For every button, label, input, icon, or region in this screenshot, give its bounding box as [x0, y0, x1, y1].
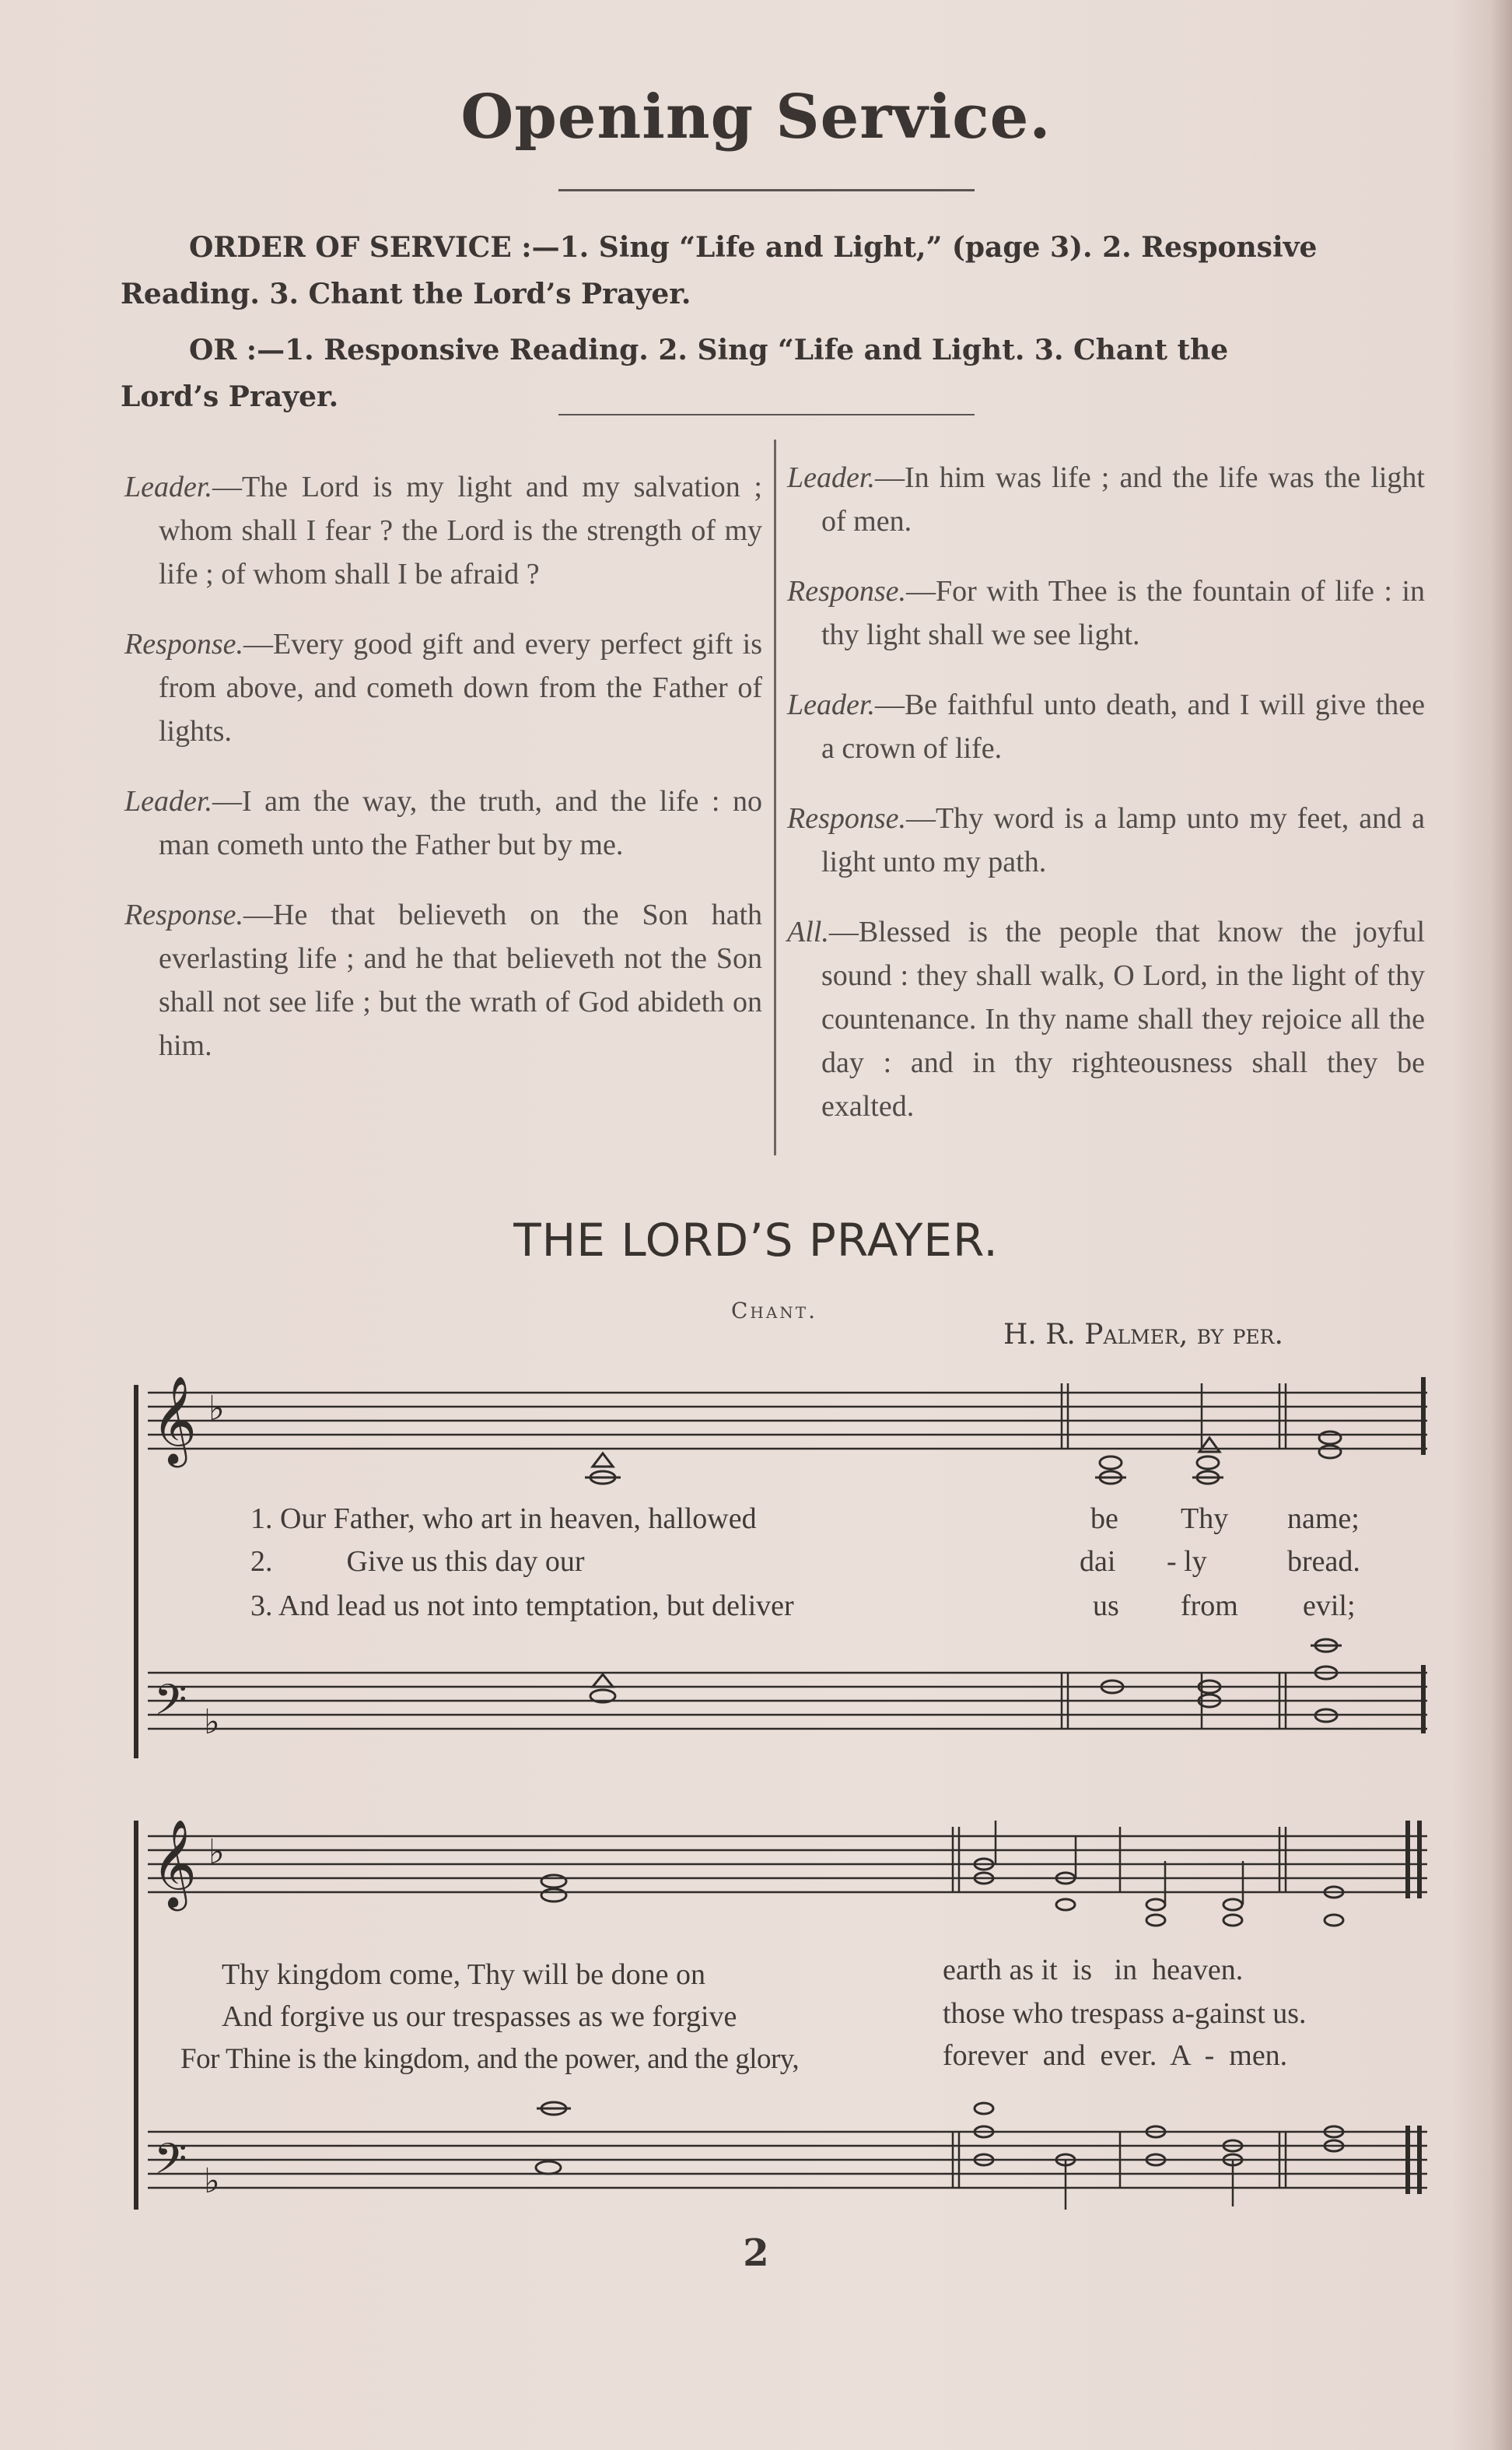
reading-text: —Every good gift and every perfect gift is from above, and cometh down from the Father of lights.: [159, 628, 762, 748]
speaker-label: Leader.: [787, 461, 875, 494]
speaker-label: Leader.: [787, 689, 875, 721]
lyric-line-2: And forgive us our trespasses as we forgive: [222, 2000, 737, 2033]
bass-clef-icon: 𝄢: [154, 1675, 187, 1735]
order-line-2: Reading. 3. Chant the Lord’s Prayer.: [121, 278, 691, 310]
flat-key-icon: ♭: [208, 1389, 225, 1428]
lyric-word: Thy: [1181, 1502, 1229, 1535]
lyric-line-2: 2. Give us this day our: [250, 1545, 585, 1578]
chant-label: Chant.: [731, 1298, 818, 1323]
lyric-line-3-end: forever and ever. A - men.: [943, 2039, 1288, 2072]
speaker-label: Leader.: [124, 471, 212, 503]
lyric-word: us: [1093, 1590, 1119, 1622]
lyric-word: bread.: [1287, 1545, 1360, 1578]
order-line-1: ORDER OF SERVICE :—1. Sing “Life and Light,” (page 3). 2. Responsive: [189, 231, 1318, 264]
lyric-line-3: For Thine is the kingdom, and the power, and the glory,: [180, 2043, 800, 2075]
lyric-word: dai: [1080, 1545, 1116, 1578]
reading-text: —Thy word is a lamp unto my feet, and a light unto my path.: [821, 802, 1425, 878]
reading-text: —Blessed is the people that know the joyful sound : they shall walk, O Lord, in the light of thy countenance. In thy name shall they rejoice all the day : and in thy righteousness shall they be exalted.: [821, 916, 1425, 1123]
page-number: 2: [743, 2231, 769, 2275]
lyric-line-3: 3. And lead us not into temptation, but deliver: [250, 1590, 794, 1622]
speaker-label: Response.: [787, 575, 907, 608]
speaker-label: Response.: [124, 628, 244, 661]
reading-text: —For with Thee is the fountain of life : in thy light shall we see light.: [821, 575, 1425, 651]
lyric-line-1-end: earth as it is in heaven.: [943, 1954, 1244, 1986]
speaker-label: Response.: [124, 899, 244, 931]
prayer-heading: THE LORD’S PRAYER.: [513, 1214, 999, 1267]
lyric-word: from: [1181, 1590, 1238, 1622]
lyric-line-1: 1. Our Father, who art in heaven, hallowed: [250, 1502, 757, 1535]
treble-staff-2: [148, 1836, 1427, 1892]
flat-key-icon: ♭: [204, 1702, 220, 1742]
lyric-word: be: [1090, 1502, 1118, 1535]
reading-text: —I am the way, the truth, and the life : no man cometh unto the Father but by me.: [159, 785, 762, 861]
reading-text: —The Lord is my light and my salvation ; whom shall I fear ? the Lord is the strength of my life ; of whom shall I be afraid ?: [159, 471, 762, 591]
order-line-3: OR :—1. Responsive Reading. 2. Sing “Life and Light. 3. Chant the: [189, 334, 1229, 366]
treble-clef-icon: 𝄞: [152, 1819, 197, 1908]
page-title: Opening Service.: [460, 82, 1052, 152]
lyric-word: name;: [1287, 1502, 1360, 1535]
lyric-line-2-end: those who trespass a-gainst us.: [943, 1997, 1307, 2030]
reading-text: —In him was life ; and the life was the light of men.: [821, 461, 1425, 538]
treble-clef-icon: 𝄞: [152, 1376, 197, 1464]
bass-staff-1: [148, 1673, 1427, 1729]
flat-key-icon: ♭: [208, 1832, 225, 1872]
reading-text: —He that believeth on the Son hath everlasting life ; and he that believeth not the Son shall not see life ; but the wrath of God abideth on him.: [159, 899, 762, 1062]
lyric-line-1: Thy kingdom come, Thy will be done on: [222, 1958, 705, 1991]
composer-credit: H. R. Palmer, by per.: [1003, 1319, 1283, 1351]
speaker-label: Leader.: [124, 785, 212, 818]
flat-key-icon: ♭: [204, 2161, 220, 2201]
speaker-label: Response.: [787, 802, 907, 835]
bass-clef-icon: 𝄢: [154, 2134, 187, 2194]
order-line-4: Lord’s Prayer.: [121, 380, 339, 413]
speaker-label: All.: [787, 916, 829, 948]
note-whole: [585, 1453, 621, 1702]
lyric-word: - ly: [1167, 1545, 1207, 1578]
reading-text: —Be faithful unto death, and I will give thee a crown of life.: [821, 689, 1425, 765]
treble-staff-1: [148, 1393, 1427, 1449]
lyric-word: evil;: [1303, 1590, 1356, 1622]
